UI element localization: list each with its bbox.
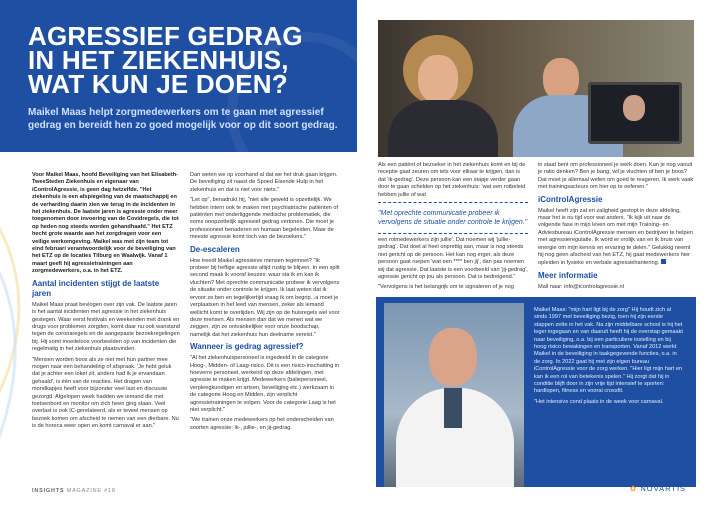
text-column-2 <box>190 172 340 435</box>
title-line: AGRESSIEF GEDRAG <box>28 21 303 51</box>
profile-text <box>534 307 684 409</box>
novartis-logo <box>630 484 686 493</box>
end-mark-icon <box>661 259 666 264</box>
photo-man-head <box>543 58 579 100</box>
text-column-4 <box>538 162 694 294</box>
text-column-3 <box>378 162 528 295</box>
body-paragraph: een rotmedewerkers zijn jullie'. Dat noemen wij 'jullie-gedrag'. Dat doet al heel onprettig aan, maar is nog steeds niet gericht op de persoon. Het kan nog erger, als deze persoon gaat roepen 'wat een **** ben jij', dan pas noemen wij dat agressie. Dat laatste is een voorbeeld van 'jij-gedrag', agressie gericht op jou als persoon. Dat is bedreigend." <box>378 237 528 281</box>
body-paragraph: "We trainen onze medewerkers op het onderscheiden van soorten agressie: ik-, jullie-, en jij-gedrag. <box>190 417 334 431</box>
article-subtitle: Maikel Maas helpt zorgmedewerkers om te gaan met agressief gedrag en bereidt hen zo goed mogelijk voor op dit soort gedrag. <box>28 107 338 131</box>
body-paragraph: Als een patiënt of bezoeker in het ziekenhuis komt en bij de receptie gaat zeuren om iets voor elkaar te krijgen, dan is dat 'ik-gedrag'. Deze persoon kan een stapje verder gaan door te gaan schelden op het ziekenhuis: 'wat een rotbeleid hebben jullie of wat <box>378 162 526 198</box>
section-heading: iControlAgressie <box>538 194 603 204</box>
intro-paragraph: Voor Maikel Maas, hoofd Beveiliging van het Elisabeth-TweeSteden Ziekenhuis en eigenaar van iControlAgressie, is geen dag hetzelfde. "Het ziekenhuis is een afspiegeling van de maatschappij en de verharding daarin zien we terug in de incidenten in het ziekenhuis. De laatste jaren is agressie onder meer toegenomen door invoering van de Covidregels, die tot op heden nog steeds worden gehandhaafd." Het ETZ hecht grote waarde aan het zorgdragen voor een veilige werkomgeving. Maikel was met zijn team tot eind februari verantwoordelijk voor de beveiliging van het ETZ op de locaties Tilburg en Waalwijk. Vanaf 1 maart geeft hij agressietrainingen aan zorgmedewerkers, o.a. in het ETZ. <box>32 172 179 275</box>
photo-man-lanyard <box>444 388 462 428</box>
body-text: Maikel heeft zijn zat en zaligheid gestopt in deze afdeling, maar het is nu tijd voor wat anders. "Ik kijk uit naar de volgende fase in mijn leven om met mijn Training- en Adviesbureau iControlAgressie mensen en bedrijven te helpen met agressieregulatie. Ik word er vrolijk van en ik bruis van energie om mijn kennis en ervaring te delen." Gelukkig neemt hij nog geen afscheid van het ETZ, hij gaat medewerkers hier opleiden in fysieke en verbale agressiehantering. <box>538 207 693 267</box>
body-paragraph: "Mensen worden boos als ze niet met hun partner mee mogen naar een behandeling of afspraak. 'Je hebt geluk dat je achter een loket zit, anders had ik je ervandaan gehaald', is één van de reacties. Het dragen van mondkapjes heeft voor bijzonder veel last en discussie gezorgd. Afgelopen week hadden we iemand die met toetsenbord en monitor om zich heen ging slaan. Veel overlast is ook IC-gerelateerd, als er teveel mensen op bezoek komen om afscheid te nemen van een dierbare. Nu is de horeca weer open en komt carnaval er aan." <box>32 356 179 430</box>
title-line: WAT KUN JE DOEN? <box>28 69 288 99</box>
novartis-flame-icon: ✿ <box>630 484 638 493</box>
section-heading: Wanneer is gedrag agressief? <box>190 342 304 352</box>
section-heading: Aantal incidenten stijgt de laatste jaren <box>32 278 160 298</box>
photo-training-session <box>378 20 694 157</box>
magazine-brand: INSIGHTS <box>32 488 65 494</box>
photo-maikel-maas <box>384 303 524 487</box>
text-column-1 <box>32 172 180 434</box>
photo-laptop-person <box>623 95 645 121</box>
pull-quote: "Met oprechte communicatie probeer ik vervolgens de situatie onder controle te krijgen." <box>378 202 528 234</box>
magazine-issue: MAGAZINE #18 <box>64 488 116 494</box>
profile-box <box>376 297 696 487</box>
body-paragraph: Dan weten we op voorhand al dat we het druk gaan krijgen. De beveiliging zit naast de Spoed Eisende Hulp in het ziekenhuis en dat is niet voor niets." <box>190 172 338 193</box>
magazine-footer <box>32 488 116 494</box>
body-paragraph <box>538 208 694 268</box>
body-paragraph: in staat bent om professioneel je werk doen. Kan je nog vanuit je ratio denken? Ben je bang, wil je vluchten of ben je boos? Dat moet je allemaal weten om goed te reageren. Ik werk vaak met trainingsacteurs om hier op te oefenen." <box>538 162 694 191</box>
body-paragraph: "Al het ziekenhuispersoneel is ingedeeld in de categorie Hoog-, Midden- of Laag-risico. Dit is een risico-inschatting in hoeverre personeel, werkend op deze afdelingen, met agressie te maken krijgt. Medewerkers (baliepersoneel, verpleegkundigen en artsen, beveiliging etc.) werkzaam in de categorie Hoog en Midden, zijn verplicht agressietrainingen te volgen. Voor de categorie Laag is het niet verplicht." <box>190 355 340 413</box>
photo-woman-body <box>388 100 498 157</box>
profile-paragraph: "Het intensive cond plaats in de week voor carnaval. <box>534 398 664 405</box>
contact-email: Mail naar: info@icontrolagressie.nl <box>538 283 624 290</box>
body-paragraph: Hoe treedt Maikel agressieve mensen tegemoet? "Ik probeer bij heftige agressie altijd rustig te blijven. In een split second maak ik vooraf keuzes: waar sta ik en kan ik vluchten? Met oprechte communicatie probeer ik vervolgens de situatie onder controle te krijgen. Ik laat weten dat ik ervoor ze ben en tegelijkertijd vraag ik om begrip...a moet je verplaatsen in het leed van mensen, zeker als iemand wellicht komt te overlijden. Wij zijn op de huisregels wel voor deze mensen. Als mensen dan dat we menen wat we zeggen, zijn ze ontvankelijker voor onze boodschap, namelijk dat het ziekenhuis hun deelname vereist." <box>190 257 340 338</box>
section-heading: Meer informatie <box>538 270 598 280</box>
article-title <box>28 21 328 99</box>
title-line: IN HET ZIEKENHUIS, <box>28 45 289 75</box>
body-paragraph: Maikel Maas praat bevlogen over zijn vak. De laatste jaren is het aantal incidenten met agressie in het ziekenhuis gestegen. Waar eerst festivals en weekenden met drank en drugs voor problemen zorgden, komt daar nu ook wanstand tegen de coronaregels en de aangepaste bezoekregelingen bij. Hij somt moeiteloos voorbeelden op van incidenten die regelmatig in het ziekenhuis plaatsvinden. <box>32 301 181 353</box>
body-paragraph: "Vervolgens is het belangrijk om te signaleren of je nog <box>378 284 515 291</box>
photo-woman-face <box>418 55 458 103</box>
photo-man-face <box>429 328 477 386</box>
section-heading: De-escaleren <box>190 244 240 254</box>
article-header <box>0 0 357 152</box>
photo-laptop <box>588 82 682 144</box>
novartis-wordmark: NOVARTIS <box>640 484 687 493</box>
profile-paragraph: Maikel Maas: "mijn hart ligt bij de zorg" Hij houdt zich al sinds 1997 met beveiliging bezig, toen hij zijn eerste stappen zette in het vak. Na zijn middelbare school is hij het leger ingegaan en van daaruit heeft hij de overstap gemaakt naar beveiliging, o.a. bij een particuliere instelling en bij hoog risico bewakingen en transporten. Vanaf 2012 werkt Maikel in de beveiliging in taakgegevende functies, o.a. in de zorg. In 2022 gaat hij met zijn eigen bureau iControlAgressie voor de zorg werken. "Hier ligt mijn hart en kan ik een rol van betekenis spelen." Hij zorgt dat hij in conditie blijft door in zijn vrije tijd intensief te sporten: hardlopen, fitness en vooral crossfit. <box>534 307 683 395</box>
decorative-swirl <box>0 180 36 490</box>
body-paragraph: "Let op", benadrukt hij, "niet alle geweld is opzettelijk. We hebben intern ook te maken met psychiatrische patiënten of patiënten met onderliggende medische problematiek, die soms onopzettelijk agressief gedrag vertonen. Die moet je professioneel benaderen en humaan begeleiden. Maar de meeste agressie komt toch van de bezoekers." <box>190 197 339 241</box>
